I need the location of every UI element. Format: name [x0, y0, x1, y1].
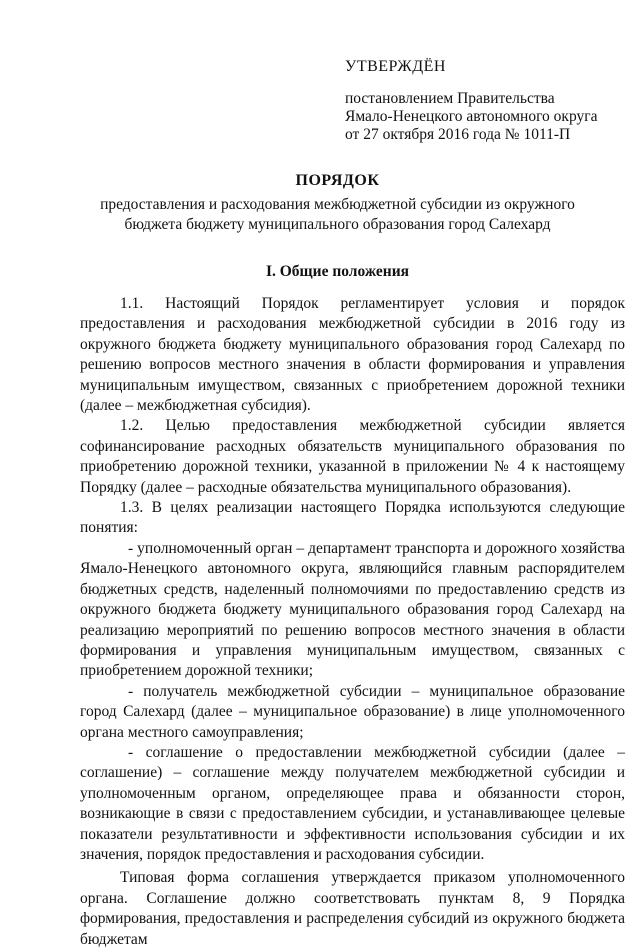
approval-line: от 27 октября 2016 года № 1011-П [345, 126, 571, 143]
definition-agreement: - соглашение о предоставлении межбюджетной субсидии (далее – соглашение) – соглашение между получателем межбюджетной субсидии и уполномоченным органом, определяющее права и обязанности сторон, возникающие в связи с предоставлением субсидии, и устанавливающее целевые показатели результативности и эффективности использования субсидии и их значения, порядок предоставления и расходования субсидии. [80, 743, 625, 863]
definition-recipient: - получатель межбюджетной субсидии – муниципальное образование город Салехард (далее – муниципальное образование) в лице уполномоченного органа местного самоуправления; [80, 682, 625, 741]
approval-line: Ямало-Ненецкого автономного округа [345, 108, 598, 125]
subtitle-line: бюджета бюджету муниципального образования город Салехард [124, 216, 551, 233]
definition-authorized-body: - уполномоченный орган – департамент транспорта и дорожного хозяйства Ямало-Ненецкого автономного округа, являющийся главным распорядителем бюджетных средств, наделенный полномочиями по предоставлению средств из окружного бюджета бюджету муниципального образования город Салехард на реализацию мероприятий по решению вопросов местного значения в области формирования и управления муниципальным имуществом, связанных с приобретением дорожной техники; [80, 539, 625, 680]
document-subtitle [60, 195, 615, 235]
document-body [80, 294, 625, 950]
paragraph-1-2: 1.2. Целью предоставления межбюджетной субсидии является софинансирование расходных обязательств муниципального образования по приобретению дорожной техники, указанной в приложении № 4 к настоящему Порядку (далее – расходные обязательства муниципального образования). [80, 417, 625, 496]
paragraph-1-3: 1.3. В целях реализации настоящего Порядка используются следующие понятия: [80, 499, 625, 537]
approval-line: постановлением Правительства [345, 90, 555, 107]
subtitle-line: предоставления и расходования межбюджетной субсидии из окружного [100, 196, 575, 213]
section-heading: I. Общие положения [265, 263, 410, 280]
approval-title: УТВЕРЖДЁН [345, 58, 446, 75]
paragraph-typical-form: Типовая форма соглашения утверждается приказом уполномоченного органа. Соглашение должно соответствовать пунктам 8, 9 Порядка формирования, предоставления и распределения субсидий из окружного бюджета бюджетам [80, 869, 625, 948]
paragraph-1-1: 1.1. Настоящий Порядок регламентирует условия и порядок предоставления и расходования межбюджетной субсидии в 2016 году из окружного бюджета бюджету муниципального образования город Салехард по решению вопросов местного значения в области формирования и управления муниципальным имуществом, связанных с приобретением дорожной техники (далее – межбюджетная субсидия). [80, 295, 625, 415]
document-title: ПОРЯДОК [295, 172, 380, 189]
approval-stamp [345, 58, 625, 144]
